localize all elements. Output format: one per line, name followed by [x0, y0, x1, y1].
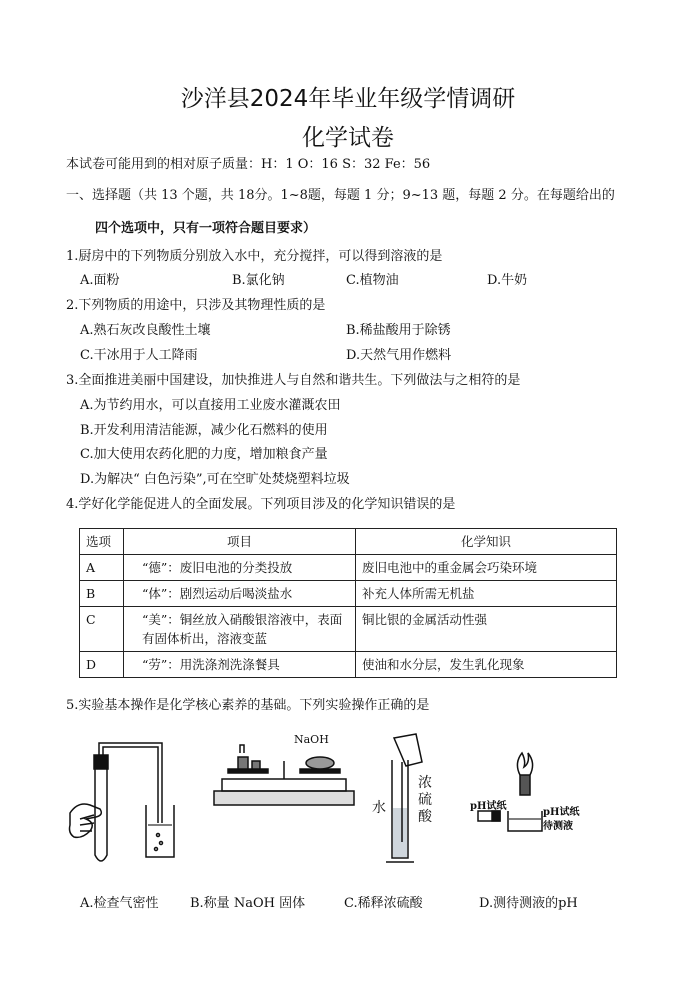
table-row [80, 581, 617, 607]
table-cell: “德”：废旧电池的分类投放 [124, 555, 356, 581]
q1-option-b: B.氯化钠 [232, 273, 285, 288]
table-cell: C [80, 607, 124, 652]
acid-label: 浓硫酸 [418, 775, 432, 825]
ph-label-right: pH试纸 [543, 807, 580, 818]
q2-option-b: B.稀盐酸用于除锈 [346, 323, 451, 338]
q2-stem: 2.下列物质的用途中，只涉及其物理性质的是 [66, 298, 326, 313]
section-heading-cont: 四个选项中，只有一项符合题目要求） [95, 221, 317, 236]
q3-option-a: A.为节约用水，可以直接用工业废水灌溉农田 [80, 398, 341, 413]
exam-title: 沙洋县2024年毕业年级学情调研 [180, 86, 516, 112]
q3-stem: 3.全面推进美丽中国建设，加快推进人与自然和谐共生。下列做法与之相符的是 [66, 373, 521, 388]
test-liquid-label: 待测液 [543, 821, 573, 832]
q5-option-a: A.检查气密性 [80, 896, 159, 911]
table-cell: 废旧电池中的重金属会巧染环境 [356, 555, 617, 581]
ph-label-left: pH试纸 [470, 801, 507, 812]
q1-stem: 1.厨房中的下列物质分别放入水中，充分搅拌，可以得到溶液的是 [66, 249, 443, 264]
table-row [80, 607, 617, 652]
exam-subtitle: 化学试卷 [302, 125, 394, 151]
q1-option-c: C.植物油 [346, 273, 399, 288]
table-cell: “体”：剧烈运动后喝淡盐水 [124, 581, 356, 607]
atomic-mass-note: 本试卷可能用到的相对原子质量：H：1 O：16 S：32 Fe：56 [66, 157, 431, 172]
table-cell: 铜比银的金属活动性强 [356, 607, 617, 652]
q3-option-b: B.开发利用清洁能源，减少化石燃料的使用 [80, 423, 328, 438]
table-cell: 补充人体所需无机盐 [356, 581, 617, 607]
table-cell: “劳”：用洗涤剂洗涤餐具 [124, 652, 356, 678]
q2-option-a: A.熟石灰改良酸性土壤 [80, 323, 211, 338]
airtightness-figure [66, 735, 186, 885]
table-cell: “美”：铜丝放入硝酸银溶液中，表面有固体析出，溶液变蓝 [124, 607, 356, 652]
table-cell: A [80, 555, 124, 581]
table-row [80, 555, 617, 581]
q1-option-a: A.面粉 [80, 273, 120, 288]
table-cell: B [80, 581, 124, 607]
table-cell: D [80, 652, 124, 678]
q2-option-d: D.天然气用作燃料 [346, 348, 452, 363]
q2-option-c: C.干冰用于人工降雨 [80, 348, 198, 363]
q5-option-c: C.稀释浓硫酸 [344, 896, 423, 911]
naoh-label: NaOH [294, 733, 329, 746]
table-header-cell: 化学知识 [356, 529, 617, 555]
q4-table [79, 528, 617, 678]
table-header-cell: 选项 [80, 529, 124, 555]
balance-figure [210, 733, 360, 813]
q1-option-d: D.牛奶 [487, 273, 528, 288]
q4-stem: 4.学好化学能促进人的全面发展。下列项目涉及的化学知识错误的是 [66, 497, 456, 512]
q5-option-b: B.称量 NaOH 固体 [190, 896, 306, 911]
table-cell: 使油和水分层，发生乳化现象 [356, 652, 617, 678]
section-heading: 一、选择题（共 13 个题，共 18分。1~8题，每题 1 分；9~13 题，每题 2 分。在每题给出的 [66, 188, 615, 203]
table-header-cell: 项目 [124, 529, 356, 555]
q5-stem: 5.实验基本操作是化学核心素养的基础。下列实验操作正确的是 [66, 698, 430, 713]
q5-option-d: D.测待测液的pH [479, 896, 578, 911]
table-header-row [80, 529, 617, 555]
table-row [80, 652, 617, 678]
water-label: 水 [372, 800, 386, 816]
q3-option-d: D.为解决“ 白色污染”,可在空旷处焚烧塑料垃圾 [80, 472, 350, 487]
q3-option-c: C.加大使用农药化肥的力度，增加粮食产量 [80, 447, 328, 462]
